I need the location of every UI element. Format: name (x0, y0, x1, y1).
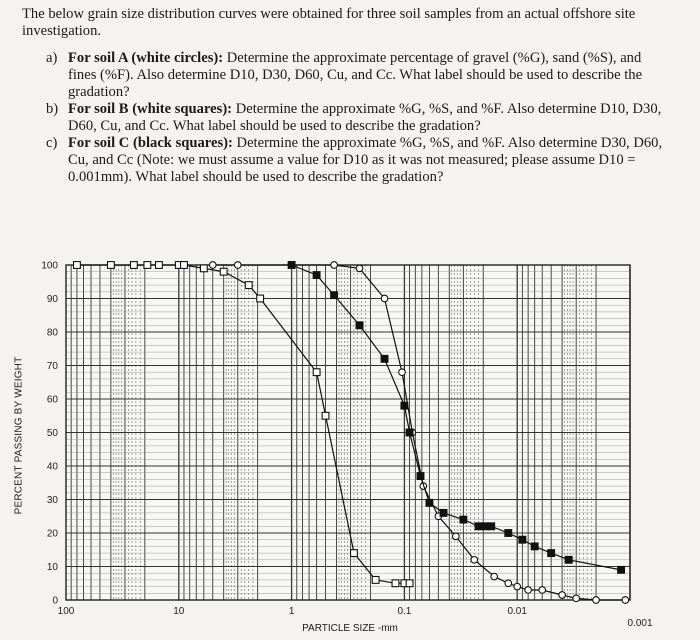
data-point-square (245, 282, 252, 289)
data-point-circle (471, 557, 478, 564)
x-tick-label: 1 (288, 606, 295, 617)
question-b (46, 101, 672, 135)
question-c (46, 135, 672, 186)
data-point-square (200, 265, 207, 272)
data-point-square (288, 262, 295, 269)
data-point-circle (381, 295, 388, 302)
y-tick-label: 50 (46, 428, 58, 439)
data-point-square (488, 523, 495, 530)
y-tick-label: 20 (46, 528, 58, 540)
question-text: Determine the approximate %G, %S, and %F. Also determine D30, D60, Cu, and Cc (Note: we must assume a value for D10 as it was not measured; please assume D10 = 0.001mm). What label should be used to describe the gradation? (68, 135, 663, 185)
y-tick-label: 10 (46, 562, 58, 573)
data-point-square (519, 536, 526, 543)
data-point-circle (539, 587, 546, 594)
y-tick-label: 70 (46, 361, 58, 372)
y-tick-label: 60 (46, 394, 58, 406)
question-text: Determine the approximate percentage of gravel (%G), sand (%S), and fines (%F). Also determine D10, D30, D60, Cu, and Cc. What label should be used to describe the gradation? (68, 50, 643, 100)
data-point-circle (331, 262, 338, 269)
question-list (46, 50, 672, 186)
data-point-square (351, 550, 358, 557)
data-point-square (322, 412, 329, 419)
data-point-square (406, 580, 413, 587)
grain-size-chart (0, 244, 700, 640)
data-point-square (313, 369, 320, 376)
x-tick-label: 0.1 (397, 606, 412, 617)
data-point-square (531, 543, 538, 550)
y-tick-label: 30 (46, 495, 58, 506)
data-point-circle (453, 533, 460, 540)
data-point-square (372, 577, 379, 584)
x-axis-title: PARTICLE SIZE -mm (302, 623, 398, 634)
data-point-circle (356, 265, 363, 272)
x-tick-label: 10 (173, 606, 185, 617)
data-point-square (74, 262, 81, 269)
data-point-square (417, 473, 424, 480)
data-point-square (331, 292, 338, 299)
question-bold: For soil A (white circles): (68, 50, 224, 66)
data-point-square (505, 530, 512, 537)
data-point-square (156, 262, 163, 269)
data-point-circle (514, 583, 521, 590)
data-point-square (313, 272, 320, 279)
y-tick-label: 40 (46, 461, 58, 473)
data-point-circle (399, 369, 406, 376)
data-point-circle (593, 597, 600, 604)
data-point-square (401, 402, 408, 409)
data-point-circle (559, 592, 566, 599)
data-point-square (565, 556, 572, 563)
question-marker: b) (46, 101, 59, 117)
data-point-circle (209, 262, 216, 269)
question-marker: a) (46, 50, 58, 66)
data-point-square (548, 550, 555, 557)
data-point-square (426, 499, 433, 506)
data-point-square (392, 580, 399, 587)
data-point-square (107, 262, 114, 269)
y-tick-label: 90 (46, 294, 58, 305)
question-marker: c) (46, 135, 58, 151)
data-point-circle (525, 587, 532, 594)
data-point-square (181, 262, 188, 269)
data-point-square (220, 268, 227, 275)
question-text: Determine the approximate %G, %S, and %F. Also determine D10, D30, D60, Cu, and Cc. What label should be used to describe the gradation? (68, 101, 662, 134)
y-tick-label: 0 (52, 595, 58, 607)
x-tick-label: 0.01 (507, 606, 527, 617)
question-bold: For soil C (black squares): (68, 135, 233, 151)
data-point-square (144, 262, 151, 269)
data-point-square (406, 429, 413, 436)
x-tick-label: 100 (57, 606, 75, 617)
y-tick-label: 80 (46, 327, 58, 339)
data-point-square (440, 510, 447, 517)
data-point-circle (622, 597, 629, 604)
data-point-circle (505, 580, 512, 587)
x-tick-label: 0.001 (627, 618, 653, 629)
data-point-square (356, 322, 363, 329)
y-tick-label: 100 (41, 260, 58, 272)
data-point-square (618, 566, 625, 573)
data-point-circle (234, 262, 241, 269)
question-bold: For soil B (white squares): (68, 101, 233, 117)
data-point-square (381, 355, 388, 362)
y-axis-title: PERCENT PASSING BY WEIGHT (13, 356, 25, 515)
data-point-square (131, 262, 138, 269)
data-point-square (460, 516, 467, 523)
data-point-circle (573, 595, 580, 602)
question-a (46, 50, 672, 101)
data-point-square (475, 523, 482, 530)
intro-text: The below grain size distribution curves were obtained for three soil samples from an actual offshore site investigation. (22, 6, 636, 39)
data-point-square (257, 295, 264, 302)
data-point-circle (491, 573, 498, 580)
